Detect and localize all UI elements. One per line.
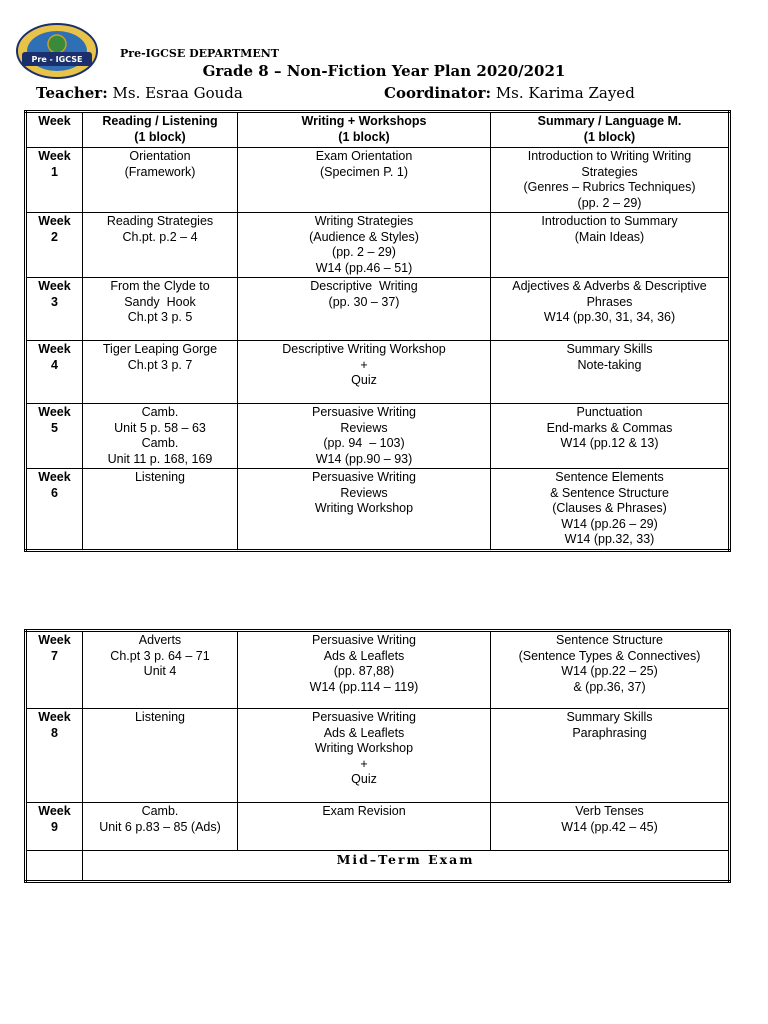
summary-cell-line: (Main Ideas) (574, 229, 645, 244)
reading-cell (83, 278, 238, 341)
writing-cell (238, 341, 491, 404)
week-cell (26, 803, 83, 851)
week-cell-line: 3 (51, 294, 58, 309)
writing-cell-line: (Specimen P. 1) (319, 164, 408, 179)
summary-cell (491, 148, 730, 213)
summary-cell-line: W14 (pp.32, 33) (564, 532, 655, 546)
teacher-line (36, 84, 243, 102)
writing-cell-line: Writing Workshop (314, 501, 414, 515)
writing-cell-line: Quiz (351, 772, 377, 786)
week-cell (26, 709, 83, 803)
reading-cell-line: Camb. (141, 405, 179, 419)
week-cell-line: Week (38, 342, 71, 356)
week-cell (26, 148, 83, 213)
week-cell (26, 469, 83, 551)
week-cell-line: 8 (51, 725, 58, 740)
summary-cell-line: & (pp.36, 37) (573, 679, 646, 694)
reading-cell-line: Sandy Hook (124, 294, 196, 309)
writing-cell-line: Descriptive Writing Workshop (282, 342, 446, 356)
writing-cell-line: (pp. 2 – 29) (332, 245, 396, 259)
writing-cell (238, 213, 491, 278)
plan-table-part1-body (26, 148, 730, 551)
logo-text: Pre - IGCSE (31, 55, 83, 64)
midterm-exam-label: Mid–Term Exam (83, 851, 730, 882)
writing-cell-line: Quiz (351, 373, 377, 387)
summary-cell-line: (Sentence Types & Connectives) (518, 648, 701, 663)
summary-cell-line: Paraphrasing (572, 725, 647, 740)
summary-cell-line: Adjectives & Adverbs & Descriptive (512, 279, 707, 293)
summary-cell-line: Punctuation (576, 405, 643, 419)
writing-cell-line: Persuasive Writing (312, 405, 416, 419)
midterm-row (26, 851, 730, 882)
reading-cell (83, 469, 238, 551)
coordinator-label: Coordinator: (384, 84, 492, 102)
week-cell-line: Week (38, 214, 71, 228)
summary-cell-line: (Genres – Rubrics Techniques) (523, 180, 696, 194)
week-cell-line: 7 (51, 648, 58, 663)
summary-cell-line: Summary Skills (566, 342, 653, 356)
summary-cell-line: (Clauses & Phrases) (552, 501, 667, 515)
writing-cell (238, 709, 491, 803)
week-cell-line: Week (38, 633, 71, 647)
week-cell-line: 9 (51, 819, 58, 834)
summary-cell-line: W14 (pp.30, 31, 34, 36) (543, 310, 676, 324)
reading-cell-line: Unit 6 p.83 – 85 (Ads) (99, 819, 221, 834)
summary-cell-line: W14 (pp.42 – 45) (561, 819, 658, 834)
reading-cell-line: Orientation (129, 149, 191, 163)
week-cell-line: 4 (51, 357, 58, 372)
writing-cell-line: Persuasive Writing (312, 633, 416, 647)
reading-cell-line: Ch.pt 3 p. 7 (127, 357, 193, 372)
writing-cell-line: Reviews (340, 420, 388, 435)
summary-cell (491, 709, 730, 803)
reading-cell-line: Adverts (138, 633, 182, 647)
reading-cell (83, 709, 238, 803)
reading-cell-line: Listening (134, 710, 186, 724)
writing-cell-line: W14 (pp.90 – 93) (315, 451, 413, 466)
writing-cell-line: + (360, 357, 368, 372)
midterm-week-cell (26, 851, 83, 882)
writing-cell-line: Writing Strategies (314, 214, 414, 228)
table-row (26, 469, 730, 551)
writing-cell (238, 404, 491, 469)
summary-cell (491, 341, 730, 404)
writing-cell-line: W14 (pp.46 – 51) (315, 260, 413, 275)
writing-cell-line: Exam Orientation (315, 149, 413, 163)
summary-cell (491, 631, 730, 709)
reading-cell (83, 213, 238, 278)
writing-cell-line: (pp. 87,88) (333, 664, 395, 678)
teacher-name: Ms. Esraa Gouda (112, 84, 243, 102)
table-row (26, 148, 730, 213)
reading-cell-line: Ch.pt 3 p. 5 (127, 310, 193, 324)
table-row (26, 278, 730, 341)
reading-cell-line: Unit 4 (143, 664, 177, 678)
table-row (26, 803, 730, 851)
summary-cell-line: Note-taking (577, 357, 642, 372)
coordinator-line (384, 84, 635, 102)
summary-cell-line: W14 (pp.26 – 29) (561, 516, 658, 531)
week-cell-line: Week (38, 405, 71, 419)
writing-cell-line: Writing Workshop (314, 741, 414, 755)
week-cell-line: Week (38, 279, 71, 293)
week-cell (26, 278, 83, 341)
summary-cell (491, 278, 730, 341)
plan-table-part2 (24, 629, 731, 883)
reading-cell (83, 148, 238, 213)
header-week: Week (26, 112, 83, 148)
plan-table-part1 (24, 110, 731, 552)
reading-cell-line: Ch.pt. p.2 – 4 (122, 229, 198, 244)
reading-cell (83, 631, 238, 709)
reading-cell (83, 803, 238, 851)
summary-cell (491, 213, 730, 278)
summary-cell-line: Introduction to Summary (541, 214, 678, 228)
summary-cell (491, 404, 730, 469)
reading-cell (83, 404, 238, 469)
week-cell-line: 1 (51, 164, 58, 179)
table-header-row (26, 112, 730, 148)
week-cell-line: 6 (51, 485, 58, 500)
week-cell-line: Week (38, 149, 71, 163)
reading-cell-line: (Framework) (124, 164, 196, 179)
week-cell-line: Week (38, 470, 71, 484)
summary-cell-line: Strategies (581, 164, 638, 179)
reading-cell (83, 341, 238, 404)
summary-cell-line: (pp. 2 – 29) (577, 195, 642, 210)
summary-cell-line: Verb Tenses (575, 804, 644, 818)
summary-cell-line: W14 (pp.22 – 25) (561, 664, 658, 678)
summary-cell (491, 469, 730, 551)
reading-cell-line: Camb. (141, 436, 179, 450)
week-cell-line: Week (38, 804, 71, 818)
summary-cell-line: Summary Skills (566, 710, 653, 724)
summary-cell-line: W14 (pp.12 & 13) (560, 436, 659, 450)
reading-cell-line: Listening (134, 470, 186, 484)
writing-cell (238, 631, 491, 709)
table-row (26, 631, 730, 709)
week-cell (26, 631, 83, 709)
writing-cell-line: Persuasive Writing (312, 710, 416, 724)
summary-cell-line: Introduction to Writing Writing (527, 149, 692, 163)
header-writing: Writing + Workshops (1 block) (238, 112, 491, 148)
header-reading: Reading / Listening (1 block) (83, 112, 238, 148)
reading-cell-line: Camb. (141, 804, 179, 818)
table-row (26, 404, 730, 469)
writing-cell-line: Ads & Leaflets (323, 725, 405, 740)
department-label: Pre-IGCSE DEPARTMENT (120, 47, 279, 60)
table-row (26, 341, 730, 404)
writing-cell-line: Ads & Leaflets (323, 648, 405, 663)
week-cell (26, 213, 83, 278)
writing-cell-line: Reviews (340, 485, 388, 500)
writing-cell-line: (pp. 30 – 37) (328, 294, 400, 309)
plan-table-part2-body (26, 631, 730, 851)
writing-cell-line: Persuasive Writing (312, 470, 416, 484)
coordinator-name: Ms. Karima Zayed (495, 84, 635, 102)
week-cell-line: 2 (51, 229, 58, 244)
reading-cell-line: From the Clyde to (110, 279, 210, 293)
summary-cell-line: Sentence Structure (555, 633, 663, 647)
writing-cell (238, 278, 491, 341)
writing-cell-line: Exam Revision (322, 804, 406, 818)
summary-cell (491, 803, 730, 851)
writing-cell-line: Descriptive Writing (310, 279, 418, 293)
writing-cell-line: (Audience & Styles) (309, 229, 419, 244)
week-cell (26, 341, 83, 404)
reading-cell-line: Tiger Leaping Gorge (102, 342, 218, 356)
summary-cell-line: Sentence Elements (555, 470, 664, 484)
summary-cell-line: Phrases (586, 294, 633, 309)
writing-cell (238, 469, 491, 551)
writing-cell (238, 148, 491, 213)
week-cell (26, 404, 83, 469)
header-summary: Summary / Language M. (1 block) (491, 112, 730, 148)
summary-cell-line: End-marks & Commas (546, 420, 673, 435)
reading-cell-line: Unit 11 p. 168, 169 (107, 451, 213, 466)
week-cell-line: Week (38, 710, 71, 724)
reading-cell-line: Unit 5 p. 58 – 63 (114, 420, 206, 435)
writing-cell-line: + (360, 756, 368, 771)
table-row (26, 213, 730, 278)
writing-cell-line: (pp. 94 – 103) (323, 436, 405, 450)
teacher-label: Teacher: (36, 84, 108, 102)
table-row (26, 709, 730, 803)
week-cell-line: 5 (51, 420, 58, 435)
reading-cell-line: Reading Strategies (106, 214, 214, 228)
writing-cell (238, 803, 491, 851)
summary-cell-line: & Sentence Structure (550, 485, 669, 500)
reading-cell-line: Ch.pt 3 p. 64 – 71 (110, 648, 210, 663)
writing-cell-line: W14 (pp.114 – 119) (309, 679, 419, 694)
page-title: Grade 8 – Non-Fiction Year Plan 2020/2021 (202, 62, 566, 80)
